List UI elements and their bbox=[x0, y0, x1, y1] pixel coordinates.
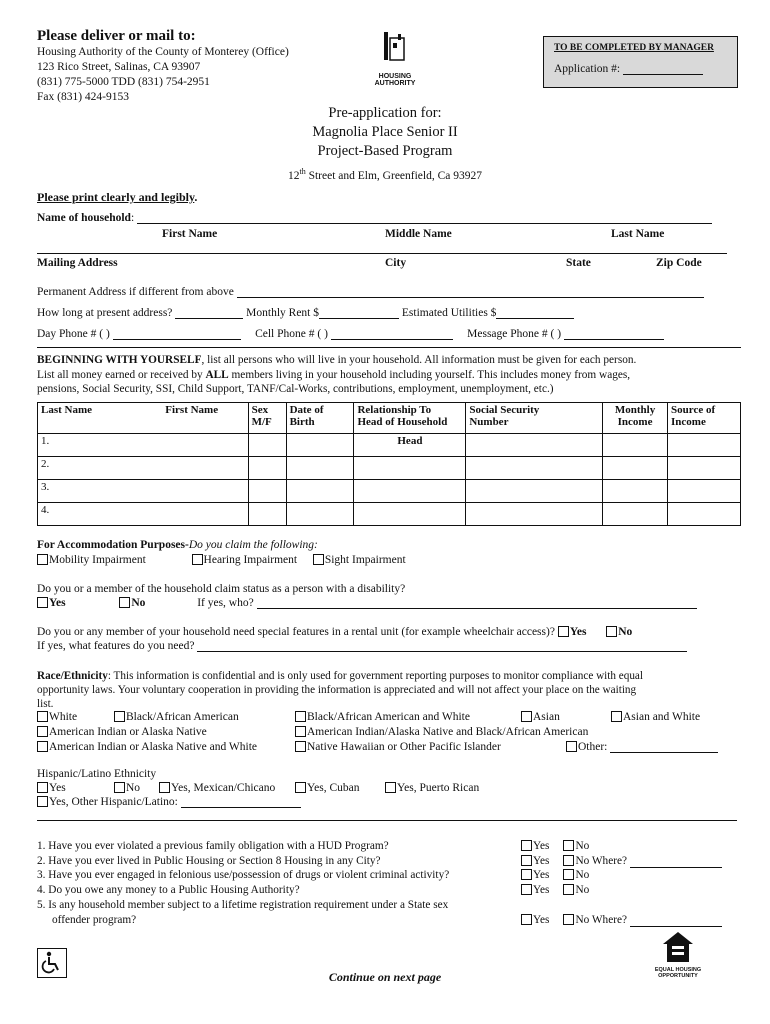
hispanic-other-field[interactable] bbox=[181, 796, 301, 808]
race-option-asian: Asian bbox=[521, 711, 560, 723]
question-4: 4. Do you owe any money to a Public Housing Authority? bbox=[37, 884, 300, 897]
city-label: City bbox=[385, 257, 407, 269]
hispanic-mexican-checkbox[interactable] bbox=[159, 782, 170, 793]
impairment-options: Mobility Impairment Hearing Impairment Sight Impairment bbox=[37, 554, 406, 566]
office-address bbox=[37, 45, 289, 105]
q2-yes-checkbox[interactable] bbox=[521, 855, 532, 866]
question-2: 2. Have you ever lived in Public Housing or Section 8 Housing in any City? bbox=[37, 854, 381, 867]
permanent-address-row: Permanent Address if different from above bbox=[37, 286, 704, 298]
utilities-field[interactable] bbox=[496, 307, 574, 319]
zip-label: Zip Code bbox=[656, 257, 702, 269]
how-long-field[interactable] bbox=[175, 307, 243, 319]
race-intro: Race/Ethnicity: This information is confidential and is only used for government reporting purposes to monitor compliance with equal opportunity laws. Your voluntary cooperation in providing the information is appreciated and will not affect your place on the waiting list. bbox=[37, 670, 643, 710]
table-row bbox=[38, 457, 741, 480]
answer-4: Yes No bbox=[521, 883, 722, 898]
race-option-asian-white: Asian and White bbox=[611, 711, 700, 723]
amind-black-checkbox[interactable] bbox=[295, 726, 306, 737]
section-divider bbox=[37, 347, 741, 348]
question-5: 5. Is any household member subject to a lifetime registration requirement under a State sex bbox=[37, 898, 449, 911]
form-title: Pre-application for: Magnolia Place Senior II Project-Based Program 12th Street and Elm, Greenfield, Ca 93927 bbox=[0, 104, 770, 186]
question-3: 3. Have you ever engaged in felonious use/possession of drugs or violent criminal activity? bbox=[37, 869, 450, 882]
col-income-source: Source of Income bbox=[668, 403, 741, 434]
table-row bbox=[38, 480, 741, 503]
q1-no-checkbox[interactable] bbox=[563, 840, 574, 851]
table-row bbox=[38, 503, 741, 526]
q4-yes-checkbox[interactable] bbox=[521, 884, 532, 895]
last-name-label: Last Name bbox=[611, 228, 665, 240]
permanent-address-field[interactable] bbox=[237, 286, 704, 298]
features-yes-checkbox[interactable] bbox=[558, 626, 569, 637]
race-option-black: Black/African American bbox=[114, 711, 239, 723]
disability-no-checkbox[interactable] bbox=[119, 597, 130, 608]
col-relationship: Relationship To Head of Household bbox=[354, 403, 466, 434]
hearing-checkbox[interactable] bbox=[192, 554, 203, 565]
first-name-label: First Name bbox=[162, 228, 218, 240]
household-instructions: BEGINNING WITH YOURSELF, list all persons who will live in your household. All information must be given for each person. List all money earned or received by ALL members living in your household including yourself. This includes money from wages, pensions, Social Security, SSI, Child Support, TANF/Cal-Works, contributions, employment, unemployment, etc.) bbox=[37, 354, 637, 395]
row-number[interactable]: 2. bbox=[38, 457, 249, 480]
row-number[interactable]: 4. bbox=[38, 503, 249, 526]
hispanic-other: Yes, Other Hispanic/Latino: bbox=[37, 796, 301, 808]
hispanic-puerto-rican: Yes, Puerto Rican bbox=[385, 782, 479, 794]
answer-2: Yes No Where? bbox=[521, 854, 722, 869]
state-label: State bbox=[566, 257, 591, 269]
col-dob: Date of Birth bbox=[286, 403, 354, 434]
black-checkbox[interactable] bbox=[114, 711, 125, 722]
eligibility-questions bbox=[37, 839, 449, 927]
features-needed-row: If yes, what features do you need? bbox=[37, 640, 687, 652]
monthly-rent-field[interactable] bbox=[319, 307, 399, 319]
hawaiian-checkbox[interactable] bbox=[295, 741, 306, 752]
housing-authority-logo: HOUSING AUTHORITY bbox=[370, 30, 420, 86]
fax: Fax (831) 424-9153 bbox=[37, 91, 129, 103]
asian-checkbox[interactable] bbox=[521, 711, 532, 722]
continue-note: Continue on next page bbox=[328, 970, 442, 984]
application-number-line bbox=[623, 63, 703, 75]
q3-yes-checkbox[interactable] bbox=[521, 869, 532, 880]
answer-3: Yes No bbox=[521, 868, 722, 883]
question-answers bbox=[521, 839, 722, 927]
relationship-head: Head bbox=[354, 434, 466, 457]
question-1: 1. Have you ever violated a previous family obligation with a HUD Program? bbox=[37, 840, 389, 852]
hispanic-mexican: Yes, Mexican/Chicano bbox=[159, 782, 275, 794]
row-number[interactable]: 3. bbox=[38, 480, 249, 503]
equal-housing-logo: EQUAL HOUSING OPPORTUNITY bbox=[652, 930, 704, 979]
phone: (831) 775-5000 TDD (831) 754-2951 bbox=[37, 76, 210, 88]
org-name: Housing Authority of the County of Monterey (Office) bbox=[37, 46, 289, 58]
q5-no-checkbox[interactable] bbox=[563, 914, 574, 925]
household-name-row: Name of household: bbox=[37, 212, 712, 224]
q5-where-field[interactable] bbox=[630, 915, 722, 927]
disability-question: Do you or a member of the household claim status as a person with a disability? bbox=[37, 583, 406, 595]
q1-yes-checkbox[interactable] bbox=[521, 840, 532, 851]
race-option-amind: American Indian or Alaska Native bbox=[37, 726, 207, 738]
race-option-white: White bbox=[37, 711, 77, 723]
disability-who-field[interactable] bbox=[257, 597, 697, 609]
white-checkbox[interactable] bbox=[37, 711, 48, 722]
manager-title: TO BE COMPLETED BY MANAGER bbox=[554, 43, 714, 53]
mailing-address-label: Mailing Address bbox=[37, 257, 118, 269]
q5-yes-checkbox[interactable] bbox=[521, 914, 532, 925]
col-sex: Sex M/F bbox=[248, 403, 286, 434]
features-no-checkbox[interactable] bbox=[606, 626, 617, 637]
race-option-amind-white: American Indian or Alaska Native and White bbox=[37, 741, 257, 753]
equal-housing-icon bbox=[661, 930, 695, 964]
hispanic-pr-checkbox[interactable] bbox=[385, 782, 396, 793]
race-option-black-white: Black/African American and White bbox=[295, 711, 470, 723]
mobility-checkbox[interactable] bbox=[37, 554, 48, 565]
hispanic-cuban: Yes, Cuban bbox=[295, 782, 360, 794]
manager-box bbox=[543, 36, 738, 88]
hispanic-yes-checkbox[interactable] bbox=[37, 782, 48, 793]
hispanic-other-checkbox[interactable] bbox=[37, 796, 48, 807]
hispanic-no: No bbox=[114, 782, 140, 794]
disability-yes-checkbox[interactable] bbox=[37, 597, 48, 608]
amind-checkbox[interactable] bbox=[37, 726, 48, 737]
message-phone-field[interactable] bbox=[564, 328, 664, 340]
q2-where-field[interactable] bbox=[630, 856, 722, 868]
table-header bbox=[38, 403, 741, 434]
household-table bbox=[37, 402, 741, 526]
q2-no-checkbox[interactable] bbox=[563, 855, 574, 866]
middle-name-label: Middle Name bbox=[385, 228, 452, 240]
phone-row: Day Phone # ( ) Cell Phone # ( ) Message Phone # ( ) bbox=[37, 328, 664, 340]
features-field[interactable] bbox=[197, 640, 687, 652]
black-white-checkbox[interactable] bbox=[295, 711, 306, 722]
col-ssn: Social Security Number bbox=[466, 403, 603, 434]
household-name-field[interactable] bbox=[137, 212, 712, 224]
hispanic-yes: Yes bbox=[37, 782, 66, 794]
print-note: Please print clearly and legibly. bbox=[37, 190, 198, 204]
application-number: Application #: bbox=[554, 63, 737, 75]
other-race-checkbox[interactable] bbox=[566, 741, 577, 752]
race-option-hawaiian: Native Hawaiian or Other Pacific Islander bbox=[295, 741, 501, 753]
row-number[interactable]: 1. bbox=[38, 434, 249, 457]
col-monthly-income: Monthly Income bbox=[603, 403, 668, 434]
cell-phone-field[interactable] bbox=[331, 328, 453, 340]
amind-white-checkbox[interactable] bbox=[37, 741, 48, 752]
sight-checkbox[interactable] bbox=[313, 554, 324, 565]
answer-1: Yes No bbox=[521, 839, 722, 854]
street: 123 Rico Street, Salinas, CA 93907 bbox=[37, 61, 201, 73]
accommodation-title: For Accommodation Purposes-Do you claim the following: bbox=[37, 539, 318, 551]
day-phone-field[interactable] bbox=[113, 328, 241, 340]
answer-5: Yes No Where? bbox=[521, 913, 722, 928]
features-question-row: Do you or any member of your household need special features in a rental unit (for example wheelchair access)? Yes No bbox=[37, 626, 633, 638]
questions-divider bbox=[37, 820, 737, 821]
asian-white-checkbox[interactable] bbox=[611, 711, 622, 722]
race-option-other: Other: bbox=[566, 741, 718, 753]
disability-answer: Yes No If yes, who? bbox=[37, 597, 697, 609]
hispanic-title: Hispanic/Latino Ethnicity bbox=[37, 768, 157, 780]
q3-no-checkbox[interactable] bbox=[563, 869, 574, 880]
hispanic-no-checkbox[interactable] bbox=[114, 782, 125, 793]
property-address: 12th Street and Elm, Greenfield, Ca 93927 bbox=[287, 167, 483, 182]
question-5-cont: offender program? bbox=[52, 913, 137, 926]
deliver-title: Please deliver or mail to: bbox=[37, 28, 196, 44]
race-option-amind-black: American Indian/Alaska Native and Black/African American bbox=[295, 726, 588, 738]
col-last-name: Last Name bbox=[38, 403, 163, 434]
table-row bbox=[38, 434, 741, 457]
mailing-address-field[interactable] bbox=[37, 242, 727, 254]
q4-no-checkbox[interactable] bbox=[563, 884, 574, 895]
col-first-name: First Name bbox=[162, 403, 248, 434]
other-race-field[interactable] bbox=[610, 741, 718, 753]
hispanic-cuban-checkbox[interactable] bbox=[295, 782, 306, 793]
residence-row: How long at present address? Monthly Rent $ Estimated Utilities $ bbox=[37, 307, 574, 319]
